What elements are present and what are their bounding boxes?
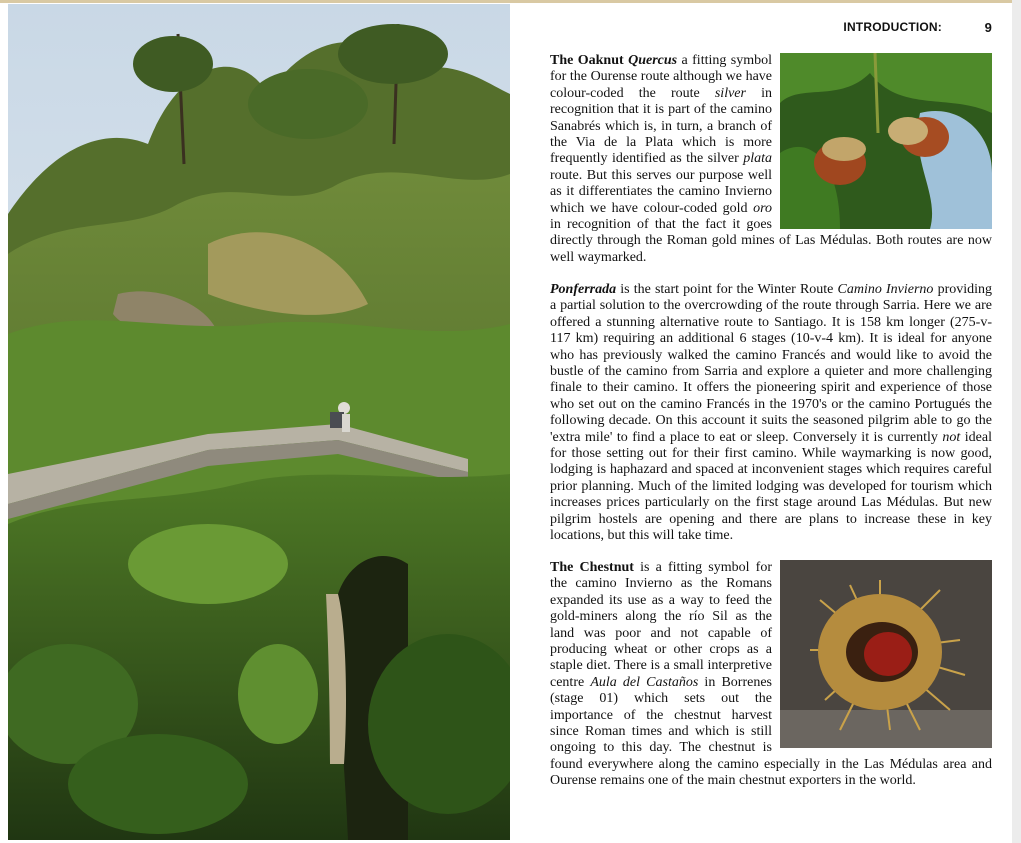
ponferrada-paragraph: Ponferrada is the start point for the Winter Route Camino Invierno providing a partial solution to the overcrowding of the route through Sarria. Here we are offered a stunning alternative route to Santiago. It is 158 km longer (275-v-117 km) requiring an additional 6 stages (10-v-4 km). It is ideal for anyone who has previously walked the camino Francés and would like to avoid the bustle of the camino from Sarria and explore a quieter and more challenging finale to their camino. It offers the pioneering spirit and experience of those who set out on the camino Francés in the 1970's or the camino Portugués the following decade. On this account it suits the seasoned pilgrim able to go the 'extra mile' to find a place to eat or sleep. Conversely it is currently not ideal for those setting out for their first camino. While waymarking is now good, lodging is haphazard and spaced at inconvenient stages which requires careful prior planning. Much of the limited lodging was developed for tourism which increases prices particularly on the first stage around Las Médulas. But new pilgrim hostels are opening and there are plans to increase these in key locations, but this will take time. xyxy=(550,282,993,544)
acorn-photo xyxy=(780,53,992,229)
bridge-photo xyxy=(8,4,510,840)
oaknut-title: The Oaknut xyxy=(550,53,624,68)
running-header xyxy=(551,20,992,38)
oaknut-latin: Quercus xyxy=(628,53,678,68)
page-number: 9 xyxy=(984,20,992,35)
chestnut-title: The Chestnut xyxy=(550,560,634,575)
chestnut-paragraph: The Chestnut is a fitting symbol for the camino Invierno as the Romans expanded its use as a way to feed the gold-miners along the río Sil as the land was poor and not capable of producing wheat or other crops as a staple diet. There is a small interpretive centre Aula del Castaños in Borrenes (stage 01) which sets out the importance of the chestnut harvest since Roman times and which is still ongoing to this day. The chestnut is found everywhere along the camino especially in the Las Médulas area and Ourense remains one of the main chestnut exporters in the world. xyxy=(550,560,992,789)
page-gutter xyxy=(1012,0,1021,843)
chestnut-photo xyxy=(780,560,992,748)
ponferrada-title: Ponferrada xyxy=(550,282,617,297)
top-rule xyxy=(0,0,1021,3)
oaknut-paragraph: The Oaknut Quercus a fitting symbol for the Ourense route although we have colour-coded the route silver in recognition that it is part of the camino Sanabrés which is, in turn, a branch of the Via de la Plata which is more frequently identified as the silver plata route. But this serves our purpose well as it differentiates the camino Invierno which we have colour-coded gold oro in recognition of that the fact it goes directly through the Roman gold mines of Las Médulas. Both routes are now well waymarked. xyxy=(550,53,992,265)
section-title: INTRODUCTION: xyxy=(843,20,942,34)
